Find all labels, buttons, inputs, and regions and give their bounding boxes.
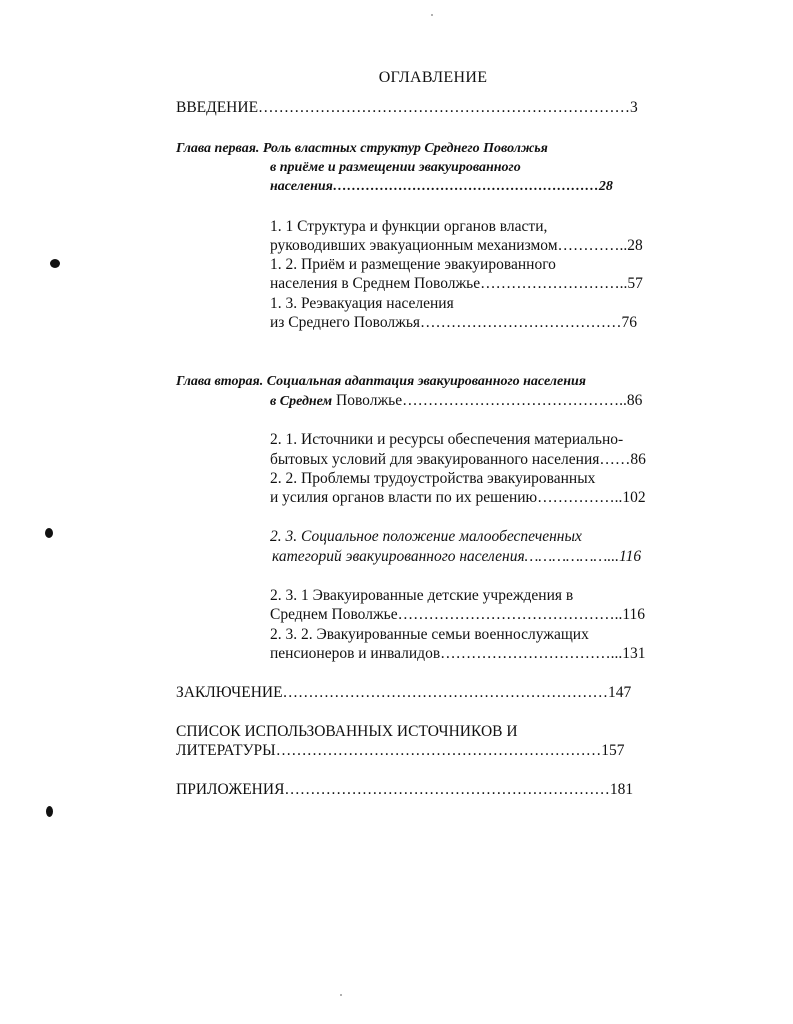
toc-section-2-3-1-line-1: 2. 3. 1 Эвакуированные детские учреждения в	[270, 587, 574, 604]
toc-section-2-3-2-line-1: 2. 3. 2. Эвакуированные семьи военнослужащих	[270, 626, 589, 643]
toc-chapter-2-title-italic-part: в Среднем	[270, 394, 333, 409]
toc-section-2-1-line-2: бытовых условий для эвакуированного населения……86	[270, 451, 646, 468]
scan-speck-bottom	[340, 994, 342, 996]
toc-chapter-2-title-line-1: Глава вторая. Социальная адаптация эвакуированного населения	[176, 374, 586, 389]
toc-chapter-2-title-line-2	[270, 391, 642, 411]
scan-speck-top	[431, 14, 433, 16]
toc-chapter-1-title-line-3: населения…………………………………………………28	[270, 179, 613, 194]
toc-chapter-2-title-plain-part: Поволжье……………………………………..86	[332, 392, 643, 409]
scan-mark-2	[45, 528, 53, 538]
toc-section-1-2-line-1: 1. 2. Приём и размещение эвакуированного	[270, 256, 556, 273]
scan-mark-1	[50, 259, 60, 268]
toc-section-1-3-line-2: из Среднего Поволжья…………………………………76	[270, 314, 638, 331]
toc-section-1-1-line-2: руководивших эвакуационным механизмом…………..28	[270, 237, 643, 254]
toc-section-2-3-line-1: 2. 3. Социальное положение малообеспеченных	[270, 528, 582, 545]
toc-section-2-2-line-2: и усилия органов власти по их решению……………..102	[270, 489, 646, 506]
toc-entry-appendix: ПРИЛОЖЕНИЯ………………………………………………………181	[176, 781, 634, 798]
toc-section-1-1-line-1: 1. 1 Структура и функции органов власти,	[270, 218, 548, 235]
toc-entry-introduction: ВВЕДЕНИЕ………………………………………………………………3	[176, 99, 638, 116]
toc-section-1-3-line-1: 1. 3. Реэвакуация населения	[270, 295, 454, 312]
toc-chapter-1-title-line-2: в приёме и размещении эвакуированного	[270, 160, 521, 175]
toc-section-2-3-1-line-2: Среднем Поволжье……………………………………..116	[270, 606, 646, 623]
toc-section-2-3-line-2: категорий эвакуированного населения………………...116	[272, 548, 642, 565]
toc-entry-sources-line-1: СПИСОК ИСПОЛЬЗОВАННЫХ ИСТОЧНИКОВ И	[176, 723, 518, 740]
scan-mark-3	[46, 806, 53, 817]
toc-chapter-1-title-line-1: Глава первая. Роль властных структур Среднего Поволжья	[176, 141, 548, 156]
toc-section-2-2-line-1: 2. 2. Проблемы трудоустройства эвакуированных	[270, 470, 596, 487]
toc-section-1-2-line-2: населения в Среднем Поволжье………………………..57	[270, 275, 643, 292]
page-title: ОГЛАВЛЕНИЕ	[378, 69, 488, 86]
toc-entry-sources-line-2: ЛИТЕРАТУРЫ………………………………………………………157	[176, 742, 625, 759]
toc-section-2-1-line-1: 2. 1. Источники и ресурсы обеспечения материально-	[270, 431, 624, 448]
toc-section-2-3-2-line-2: пенсионеров и инвалидов……………………………...131	[270, 645, 646, 662]
toc-entry-conclusion: ЗАКЛЮЧЕНИЕ………………………………………………………147	[176, 684, 632, 701]
